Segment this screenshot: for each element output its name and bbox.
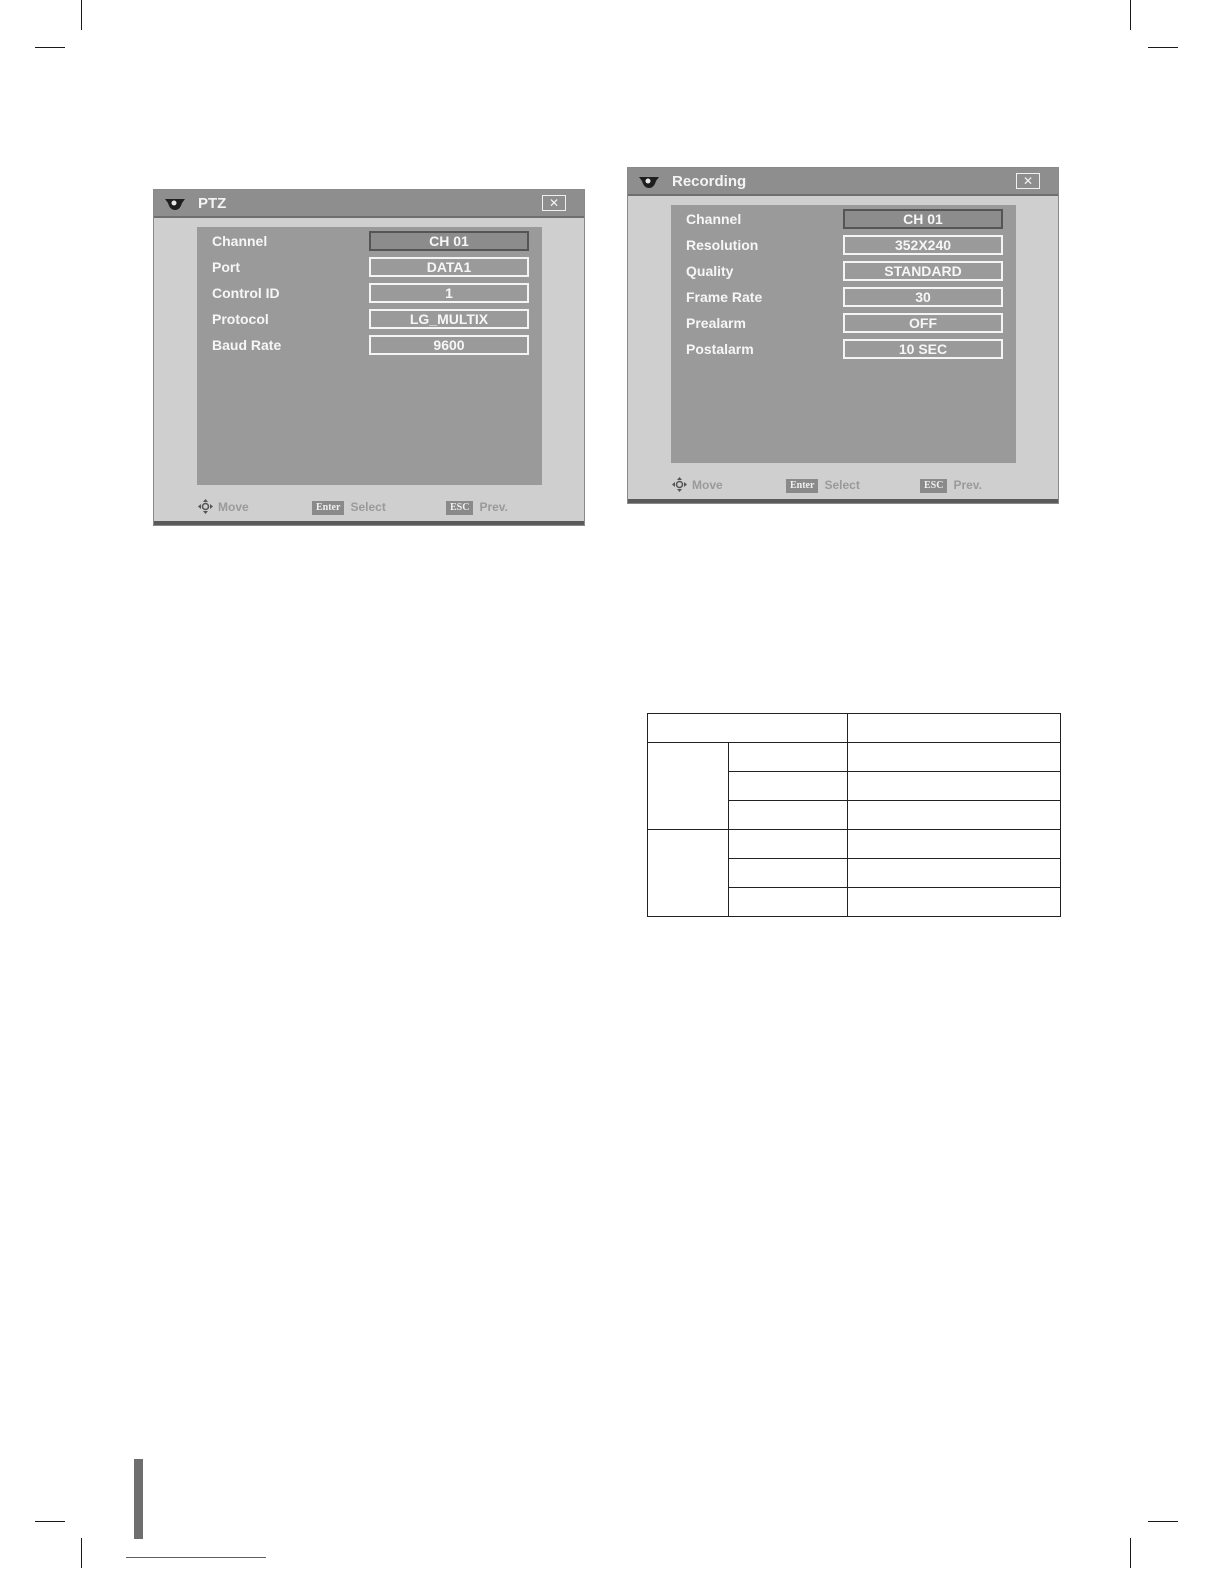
recording-label-quality: Quality <box>686 263 734 279</box>
recording-label-resolution: Resolution <box>686 237 759 253</box>
table-cell <box>648 714 848 743</box>
ptz-label-channel: Channel <box>212 233 268 249</box>
recording-row-prealarm <box>671 311 1016 335</box>
table-cell <box>729 830 848 859</box>
recording-row-resolution <box>671 233 1016 257</box>
crop-mark <box>35 47 65 48</box>
recording-hint-prev <box>920 477 982 493</box>
dpad-icon <box>672 477 687 492</box>
recording-dialog <box>627 167 1059 504</box>
table-row <box>648 830 1061 859</box>
table-cell <box>848 743 1061 772</box>
enter-key-icon: Enter <box>312 501 344 515</box>
table-cell <box>848 888 1061 917</box>
recording-row-frame-rate <box>671 285 1016 309</box>
recording-field-resolution[interactable]: 352X240 <box>843 235 1003 255</box>
recording-hint-select <box>786 477 860 493</box>
close-icon: ✕ <box>548 196 560 210</box>
recording-settings-panel <box>671 205 1016 463</box>
table-cell <box>729 859 848 888</box>
recording-hint-move <box>672 477 723 493</box>
recording-field-frame-rate[interactable]: 30 <box>843 287 1003 307</box>
recording-prev-label: Prev. <box>953 478 982 492</box>
table-cell <box>729 888 848 917</box>
esc-key-icon: ESC <box>446 501 473 515</box>
ptz-prev-label: Prev. <box>479 500 508 514</box>
crop-mark <box>1130 0 1131 30</box>
table-cell <box>729 772 848 801</box>
crop-mark <box>81 1538 82 1568</box>
recording-bottom-strip <box>628 499 1058 503</box>
dpad-icon <box>198 499 213 514</box>
camera-icon <box>637 174 661 190</box>
close-icon: ✕ <box>1022 174 1034 188</box>
ptz-field-baud-rate[interactable]: 9600 <box>369 335 529 355</box>
recording-field-postalarm[interactable]: 10 SEC <box>843 339 1003 359</box>
ptz-field-channel[interactable]: CH 01 <box>369 231 529 251</box>
table-row <box>648 743 1061 772</box>
table-cell <box>848 772 1061 801</box>
ptz-select-label: Select <box>350 500 386 514</box>
ptz-footer <box>154 496 584 520</box>
ptz-move-label: Move <box>218 500 249 514</box>
ptz-titlebar <box>154 190 584 218</box>
table-cell <box>729 801 848 830</box>
recording-footer <box>628 474 1058 498</box>
ptz-field-protocol[interactable]: LG_MULTIX <box>369 309 529 329</box>
ptz-dialog <box>153 189 585 526</box>
recording-field-channel[interactable]: CH 01 <box>843 209 1003 229</box>
ptz-bottom-strip <box>154 521 584 525</box>
ptz-hint-select <box>312 499 386 515</box>
ptz-row-port <box>197 255 542 279</box>
ptz-row-protocol <box>197 307 542 331</box>
ptz-row-baud-rate <box>197 333 542 357</box>
recording-field-quality[interactable]: STANDARD <box>843 261 1003 281</box>
ptz-close-button[interactable] <box>542 195 566 211</box>
crop-mark <box>1148 47 1178 48</box>
recording-move-label: Move <box>692 478 723 492</box>
recording-select-label: Select <box>824 478 860 492</box>
crop-mark <box>35 1521 65 1522</box>
recording-label-postalarm: Postalarm <box>686 341 754 357</box>
recording-row-quality <box>671 259 1016 283</box>
recording-row-postalarm <box>671 337 1016 361</box>
empty-table <box>647 713 1061 917</box>
recording-close-button[interactable] <box>1016 173 1040 189</box>
ptz-hint-move <box>198 499 249 515</box>
recording-title: Recording <box>672 173 747 190</box>
recording-field-prealarm[interactable]: OFF <box>843 313 1003 333</box>
ptz-label-baud-rate: Baud Rate <box>212 337 282 353</box>
ptz-settings-panel <box>197 227 542 485</box>
ptz-row-control-id <box>197 281 542 305</box>
page-side-bar <box>134 1459 143 1539</box>
footer-link-underline[interactable] <box>126 1557 266 1558</box>
crop-mark <box>1130 1538 1131 1568</box>
ptz-label-control-id: Control ID <box>212 285 280 301</box>
esc-key-icon: ESC <box>920 479 947 493</box>
ptz-field-control-id[interactable]: 1 <box>369 283 529 303</box>
table-cell <box>848 830 1061 859</box>
recording-label-channel: Channel <box>686 211 742 227</box>
ptz-title: PTZ <box>198 195 227 212</box>
crop-mark <box>81 0 82 30</box>
table-cell <box>729 743 848 772</box>
table-cell <box>848 859 1061 888</box>
table-cell <box>648 830 729 917</box>
ptz-label-protocol: Protocol <box>212 311 269 327</box>
recording-label-frame-rate: Frame Rate <box>686 289 763 305</box>
camera-icon <box>163 196 187 212</box>
recording-titlebar <box>628 168 1058 196</box>
enter-key-icon: Enter <box>786 479 818 493</box>
ptz-row-channel <box>197 229 542 253</box>
recording-label-prealarm: Prealarm <box>686 315 746 331</box>
ptz-label-port: Port <box>212 259 240 275</box>
crop-mark <box>1148 1521 1178 1522</box>
table-cell <box>848 714 1061 743</box>
table-cell <box>648 743 729 830</box>
ptz-field-port[interactable]: DATA1 <box>369 257 529 277</box>
table-header-row <box>648 714 1061 743</box>
recording-row-channel <box>671 207 1016 231</box>
table-cell <box>848 801 1061 830</box>
ptz-hint-prev <box>446 499 508 515</box>
